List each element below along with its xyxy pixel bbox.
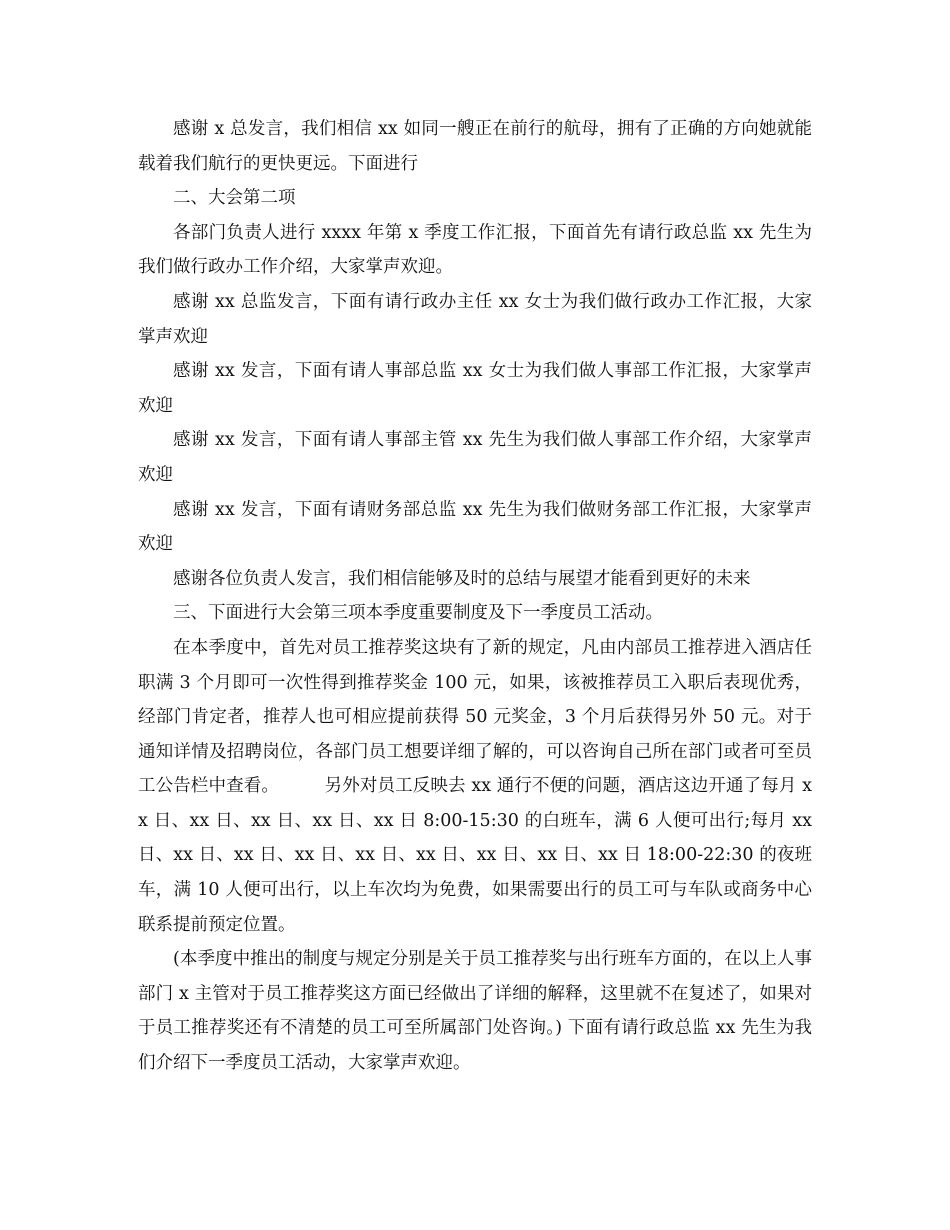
section-heading-2: 二、大会第二项: [173, 188, 296, 209]
paragraph-shuttle-bus: 另外对员工反映去 xx 通行不便的问题，酒店这边开通了每月 xx 日、xx 日、xx 日、xx 日、xx 日 8:00-15:30 的白班车，满 6 人便可出行;每月 xx 日、xx 日、xx 日、xx 日、xx 日、xx 日、xx 日、xx 日、xx 日 18:00-22:30 的夜班车，满 10 人便可出行，以上车次均为免费，如果需要出行的员工可与车队或商务中心联系提前预定位置。: [138, 776, 813, 935]
section-heading-3: 三、下面进行大会第三项本季度重要制度及下一季度员工活动。: [173, 603, 663, 624]
paragraph-closing: (本季度中推出的制度与规定分别是关于员工推荐奖与出行班车方面的，在以上人事部门 x 主管对于员工推荐奖这方面已经做出了详细的解释，这里就不在复述了，如果对于员工推荐奖还有不清楚的员工可至所属部门处咨询。) 下面有请行政总监 xx 先生为我们介绍下一季度员工活动，大家掌声欢迎。: [138, 949, 812, 1074]
paragraph-thanks-director: 感谢 xx 总监发言，下面有请行政办主任 xx 女士为我们做行政办工作汇报，大家掌声欢迎: [138, 291, 812, 347]
paragraph-thanks-x: 感谢 x 总发言，我们相信 xx 如同一艘正在前行的航母，拥有了正确的方向她就能载着我们航行的更快更远。下面进行: [138, 119, 812, 174]
paragraph-thanks-all: 感谢各位负责人发言，我们相信能够及时的总结与展望才能看到更好的未来: [173, 568, 751, 589]
paragraph-policies: [138, 631, 812, 942]
paragraph-hr-supervisor: 感谢 xx 发言，下面有请人事部主管 xx 先生为我们做人事部工作介绍，大家掌声欢迎: [138, 430, 812, 485]
paragraph-finance-director: 感谢 xx 发言，下面有请财务部总监 xx 先生为我们做财务部工作汇报，大家掌声欢迎: [138, 499, 812, 555]
paragraph-referral-policy: 在本季度中，首先对员工推荐奖这块有了新的规定，凡由内部员工推荐进入酒店任职满 3 个月即可一次性得到推荐奖金 100 元，如果，该被推荐员工入职后表现优秀，经部门肯定者，推荐人也可相应提前获得 50 元奖金，3 个月后获得另外 50 元。对于通知详情及招聘岗位，各部门员工想要详细了解的，可以咨询自己所在部门或者可至员工公告栏中查看。: [138, 637, 812, 797]
paragraph-department-reports: 各部门负责人进行 xxxx 年第 x 季度工作汇报，下面首先有请行政总监 xx 先生为我们做行政办工作介绍，大家掌声欢迎。: [138, 222, 812, 278]
paragraph-hr-director: 感谢 xx 发言，下面有请人事部总监 xx 女士为我们做人事部工作汇报，大家掌声欢迎: [138, 361, 812, 416]
document-page: [138, 112, 812, 1081]
